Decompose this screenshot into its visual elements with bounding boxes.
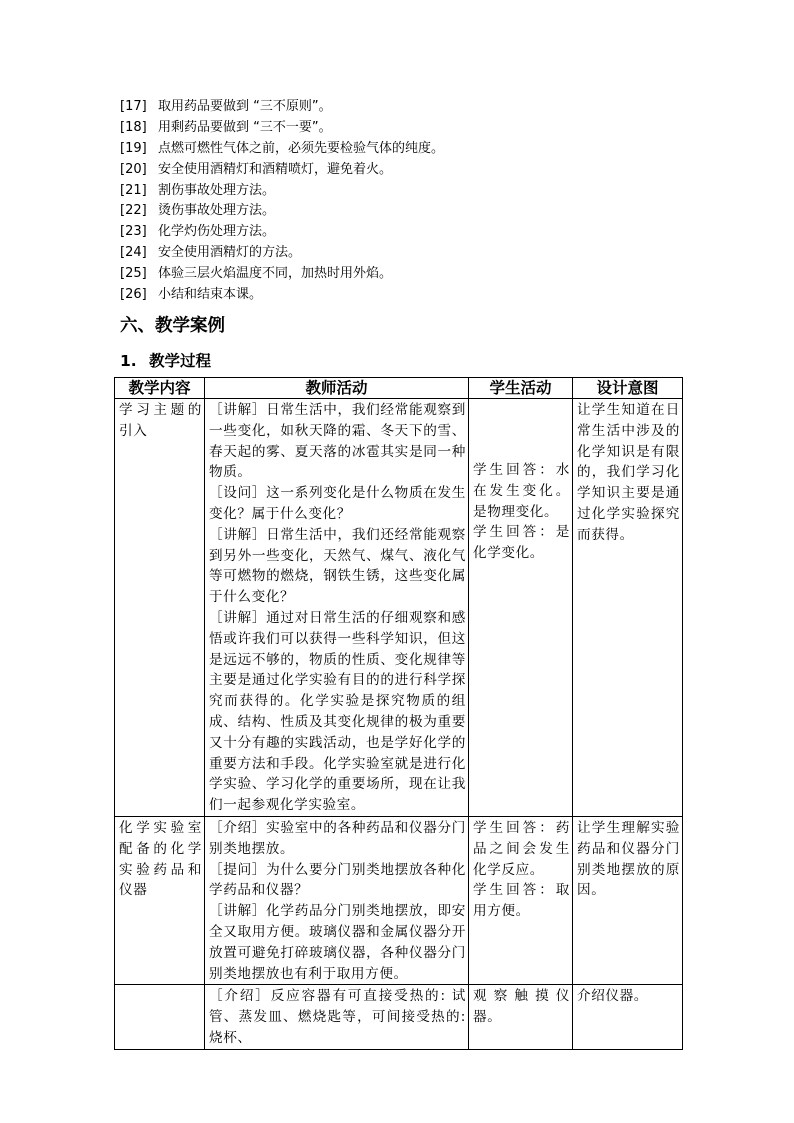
teacher-paragraph: ［提问］为什么要分门别类地摆放各种化学药品和仪器？ [209, 861, 466, 899]
table-row [115, 399, 683, 817]
teacher-paragraph: ［介绍］反应容器有可直接受热的: 试管、蒸发皿、燃烧匙等，可间接受热的: 烧杯、 [209, 988, 466, 1046]
list-item [120, 264, 444, 285]
list-item [120, 222, 444, 243]
cell-student-activity [469, 985, 573, 1049]
teaching-process-table [114, 377, 683, 1050]
cell-teaching-content: 学习主题的引入 [115, 399, 205, 817]
item-text: 小结和结束本课。 [158, 287, 263, 303]
subsection-text: 教学过程 [149, 352, 212, 370]
item-text: 点燃可燃性气体之前，必须先要检验气体的纯度。 [158, 140, 445, 156]
student-paragraph: 学生回答：药品之间会发生化学反应。 [473, 819, 570, 878]
header-student-activity: 学生活动 [469, 378, 573, 399]
teacher-paragraph: ［讲解］通过对日常生活的仔细观察和感悟或许我们可以获得一些科学知识，但这是远远不够的，物质的性质、变化规律等主要是通过化学实验有目的的进行科学探究而获得的。化学实验是探究物质的组成、结构、性质及其变化规律的极为重要又十分有趣的实践活动，也是学好化学的重要方法和手段。化学实验室就是进行化学实验、学习化学的重要场所，现在让我们一起参观化学实验室。 [209, 609, 466, 814]
item-number: [22] [120, 203, 147, 219]
cell-teaching-content: 化学实验室配备的化学实验药品和仪器 [115, 816, 205, 984]
student-paragraph: 学生回答：水在发生变化。是物理变化。 [473, 462, 570, 520]
list-item [120, 285, 444, 306]
item-number: [20] [120, 161, 147, 177]
table-row [115, 816, 683, 984]
item-number: [26] [120, 287, 147, 303]
cell-student-activity [469, 816, 573, 984]
subsection-number: 1. [120, 352, 137, 370]
cell-teacher-activity [205, 399, 469, 817]
list-item [120, 243, 444, 264]
teacher-paragraph: ［设问］这一系列变化是什么物质在发生变化？属于什么变化？ [209, 485, 466, 522]
cell-design-intent: 让学生理解实验药品和仪器分门别类地摆放的原因。 [573, 816, 683, 984]
subsection-title [120, 350, 211, 372]
table-header-row [115, 378, 683, 399]
item-text: 体验三层火焰温度不同，加热时用外焰。 [158, 266, 393, 282]
list-item [120, 160, 444, 181]
list-item [120, 181, 444, 202]
list-item [120, 118, 444, 139]
cell-teacher-activity [205, 985, 469, 1049]
student-paragraph: 学生回答：是化学变化。 [473, 524, 570, 562]
cell-design-intent: 让学生知道在日常生活中涉及的化学知识是有限的，我们学习化学知识主要是通过化学实验探究而获得。 [573, 399, 683, 817]
teacher-paragraph: ［讲解］日常生活中，我们还经常能观察到另外一些变化，天然气、煤气、液化气等可燃物的燃烧，钢铁生锈，这些变化属于什么变化？ [209, 526, 466, 606]
list-item [120, 201, 444, 222]
item-text: 取用药品要做到 “三不原则”。 [158, 99, 332, 114]
table-row [115, 985, 683, 1049]
header-teaching-content: 教学内容 [115, 378, 205, 399]
item-text: 用剩药品要做到 “三不一要”。 [158, 119, 332, 135]
item-number: [21] [120, 182, 147, 198]
item-number: [17] [120, 99, 147, 114]
numbered-step-list [120, 97, 444, 306]
cell-design-intent: 介绍仪器。 [573, 985, 683, 1049]
header-design-intent: 设计意图 [573, 378, 683, 399]
list-item [120, 97, 444, 118]
student-paragraph: 学生回答：取用方便。 [473, 882, 570, 920]
teacher-paragraph: ［讲解］日常生活中，我们经常能观察到一些变化，如秋天降的霜、冬天下的雪、春天起的雾、夏天落的冰雹其实是同一种物质。 [209, 402, 466, 481]
section-title: 六、教学案例 [120, 316, 225, 336]
cell-teacher-activity [205, 816, 469, 984]
item-text: 烫伤事故处理方法。 [158, 203, 276, 219]
cell-teaching-content [115, 985, 205, 1049]
item-number: [24] [120, 245, 147, 261]
item-text: 化学灼伤处理方法。 [158, 224, 276, 240]
item-number: [23] [120, 224, 147, 240]
item-number: [19] [120, 140, 147, 156]
item-number: [18] [120, 119, 147, 135]
list-item [120, 139, 444, 160]
student-paragraph: 观察触摸仪器。 [473, 988, 570, 1026]
item-number: [25] [120, 266, 147, 282]
teacher-paragraph: ［介绍］实验室中的各种药品和仪器分门别类地摆放。 [209, 819, 466, 857]
item-text: 安全使用酒精灯的方法。 [158, 245, 302, 261]
cell-student-activity [469, 399, 573, 817]
header-teacher-activity: 教师活动 [205, 378, 469, 399]
item-text: 割伤事故处理方法。 [158, 182, 276, 198]
item-text: 安全使用酒精灯和酒精喷灯，避免着火。 [158, 161, 393, 177]
teacher-paragraph: ［讲解］化学药品分门别类地摆放，即安全又取用方便。玻璃仪器和金属仪器分开放置可避免打碎玻璃仪器，各种仪器分门别类地摆放也有利于取用方便。 [209, 903, 466, 982]
